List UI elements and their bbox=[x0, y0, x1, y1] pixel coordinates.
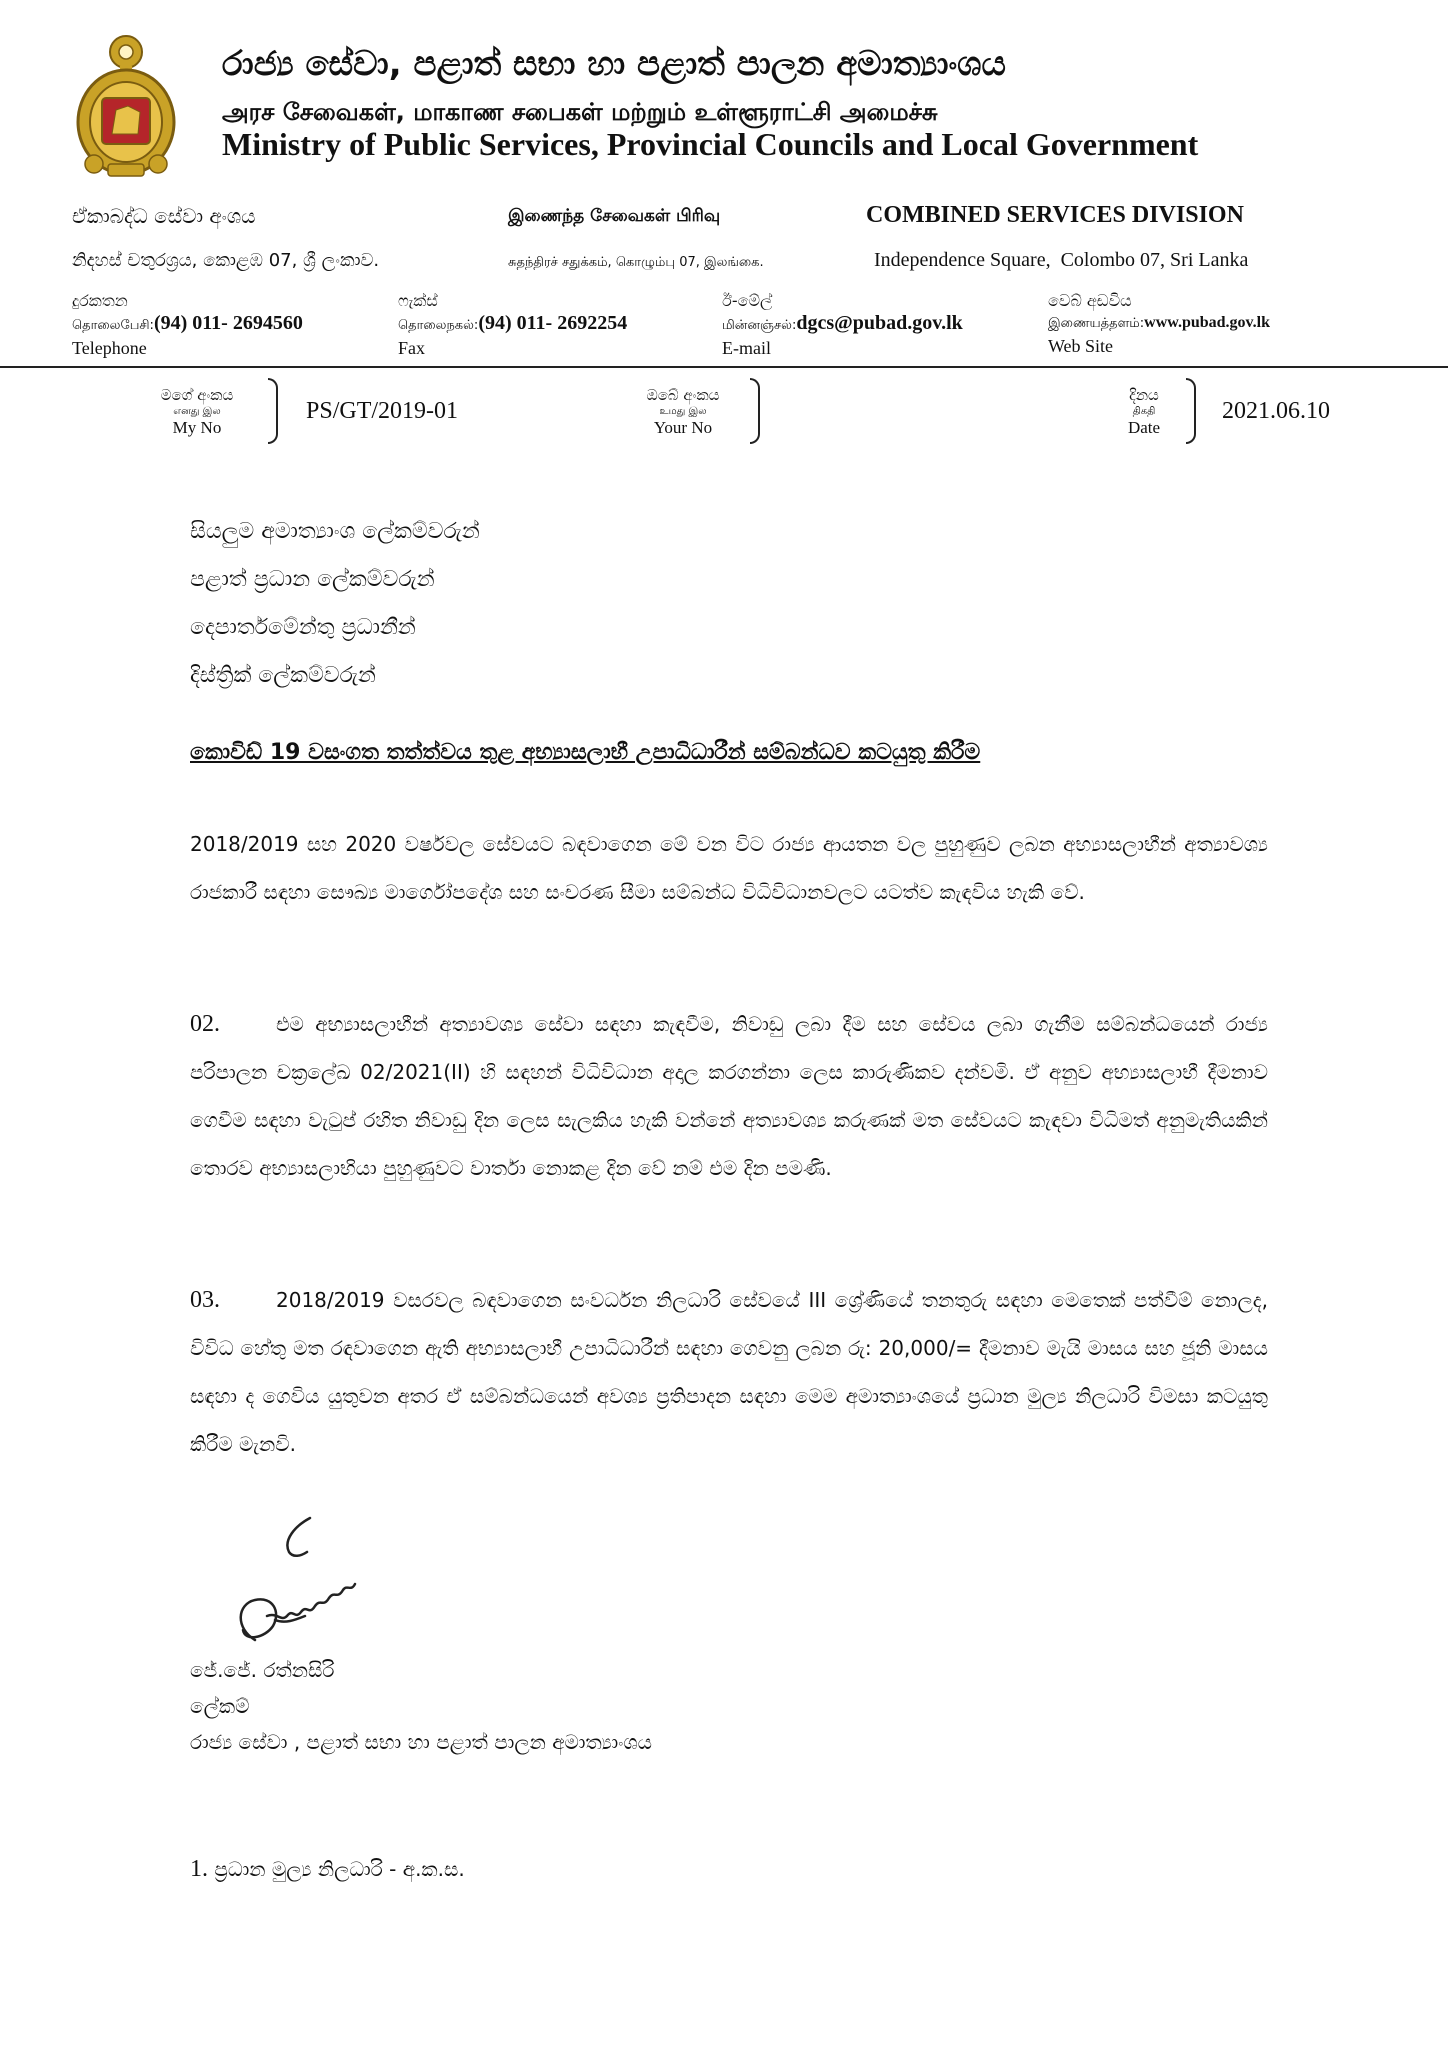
ref-your-no bbox=[646, 378, 788, 442]
my-no-value: PS/GT/2019-01 bbox=[306, 397, 459, 424]
date-label-ta: திகதி bbox=[1132, 406, 1156, 417]
fax-label-en: Fax bbox=[398, 338, 425, 358]
paragraph-1: 2018/2019 සහ 2020 වර්ෂවල සේවයට බඳවාගෙන මේ වන විට රාජ්‍ය ආයතන වල පුහුණුව ලබන අභ්‍යාසලාභීන් අත්‍යාවශ්‍ය රාජකාරී සඳහා සෞඛ්‍ය මාර්ගෝපදේශ සහ සංචරණ සීමා සම්බන්ධ විධිවිධානවලට යටත්ව කැඳවිය හැකි වේ. bbox=[190, 832, 1268, 904]
telephone-label-en: Telephone bbox=[72, 338, 147, 358]
email-value[interactable]: dgcs@pubad.gov.lk bbox=[796, 312, 963, 334]
copy-to bbox=[190, 1856, 465, 1883]
recipient-list bbox=[190, 508, 480, 700]
ref-date bbox=[1118, 378, 1330, 442]
address-english: Independence Square, Colombo 07, Sri Lanka bbox=[874, 249, 1249, 271]
paragraph-3-text: 2018/2019 වසරවල බඳවාගෙන සංවර්ධන නිලධාරි සේවයේ III ශ්‍රේණියේ තනතුරු සඳහා මෙතෙක් පත්වීම් නොලද, විවිධ හේතු මත රඳවාගෙන ඇති අභ්‍යාසලාභී උපාධිධාරීන් සඳහා ගෙවනු ලබන රු: 20,000/= දීමනාව මැයි මාසය සහ ජූනි මාසය සඳහා ද ගෙවිය යුතුවන අතර ඒ සම්බන්ධයෙන් අවශ්‍ය ප්‍රතිපාදන සඳහා මෙම අමාත්‍යාංශයේ ප්‍රධාන මුල්‍ය නිලධාරි විමසා කටයුතු කිරීම මැනවි. bbox=[190, 1288, 1268, 1456]
your-no-label-en: Your No bbox=[653, 418, 713, 437]
email-label-si: ඊ-මේල් bbox=[722, 291, 773, 310]
web-label-en: Web Site bbox=[1048, 336, 1114, 356]
government-emblem bbox=[70, 30, 182, 180]
recipient: දෙපාර්තමේන්තු ප්‍රධානීන් bbox=[190, 615, 416, 640]
division-tamil: இணைந்த சேவைகள் பிரிவு bbox=[508, 206, 721, 226]
copy-to-number: 1. bbox=[190, 1856, 208, 1882]
telephone-label-si: දුරකතන bbox=[72, 291, 128, 310]
ministry-title-english: Ministry of Public Services, Provincial Councils and Local Government bbox=[222, 126, 1199, 162]
web-label-si: වෙබ් අඩවිය bbox=[1048, 291, 1132, 310]
paragraph-3-number: 03. bbox=[190, 1287, 220, 1313]
recipient: සියලුම අමාත්‍යාංශ ලේකම්වරුන් bbox=[190, 519, 480, 544]
your-no-label-si: ඔබේ අංකය bbox=[646, 386, 720, 404]
telephone-label-ta: தொலைபேசி: bbox=[72, 318, 154, 333]
header-divider bbox=[0, 366, 1448, 368]
recipient: පළාත් ප්‍රධාන ලේකම්වරුන් bbox=[190, 567, 435, 592]
fax-label-ta: தொலைநகல்: bbox=[398, 318, 479, 333]
paragraph-3 bbox=[190, 1276, 1268, 1468]
your-no-label-ta: உமது இல bbox=[659, 406, 707, 417]
ref-brace bbox=[268, 378, 278, 444]
date-value: 2021.06.10 bbox=[1222, 397, 1330, 424]
recipient: දිස්ත්‍රික් ලේකම්වරුන් bbox=[190, 663, 376, 688]
web-value[interactable]: www.pubad.gov.lk bbox=[1144, 314, 1270, 331]
division-sinhala: ඒකාබද්ධ සේවා අංශය bbox=[72, 204, 256, 228]
contact-email bbox=[722, 290, 963, 359]
signer-title: ලේකම් bbox=[190, 1694, 250, 1718]
contact-telephone bbox=[72, 290, 303, 359]
fax-label-si: ෆැක්ස් bbox=[398, 291, 438, 310]
paragraph-2-number: 02. bbox=[190, 1011, 220, 1037]
date-label-en: Date bbox=[1127, 418, 1161, 437]
signer-name: ජේ.ජේ. රත්නසිරි bbox=[190, 1658, 335, 1682]
signer-ministry: රාජ්‍ය සේවා , පළාත් සභා හා පළාත් පාලන අමාත්‍යාංශය bbox=[190, 1730, 652, 1754]
paragraph-2 bbox=[190, 1000, 1268, 1192]
contact-web bbox=[1048, 290, 1270, 357]
date-label-si: දිනය bbox=[1129, 386, 1159, 404]
my-no-label-si: මගේ අංකය bbox=[160, 386, 234, 404]
copy-to-text: ප්‍රධාන මුල්‍ය නිලධාරි - අ.ක.ස. bbox=[214, 1857, 465, 1881]
ministry-title-tamil: அரச சேவைகள், மாகாண சபைகள் மற்றும் உள்ளூராட்சி அமைச்சு bbox=[222, 98, 938, 126]
address-sinhala: නිදහස් චතුරශ්‍රය, කොළඹ 07, ශ්‍රී ලංකාව. bbox=[72, 250, 380, 271]
ref-brace bbox=[1186, 378, 1196, 444]
telephone-value: (94) 011- 2694560 bbox=[153, 312, 303, 334]
my-no-label-en: My No bbox=[172, 418, 222, 437]
contact-fax bbox=[398, 290, 627, 359]
letter-subject: කොවිඩ් 19 වසංගත තත්ත්වය තුළ අභ්‍යාසලාභී උපාධිධාරීන් සම්බන්ධව කටයුතු කිරීම bbox=[190, 740, 981, 765]
fax-value: (94) 011- 2692254 bbox=[478, 312, 628, 334]
web-label-ta: இணையத்தளம்: bbox=[1048, 316, 1145, 331]
ministry-title-sinhala: රාජ්‍ය සේවා, පළාත් සභා හා පළාත් පාලන අමාත්‍යාංශය bbox=[222, 44, 1006, 84]
ref-brace bbox=[750, 378, 760, 444]
paragraph-2-text: එම අභ්‍යාසලාභීන් අත්‍යාවශ්‍ය සේවා සඳහා කැඳවීම, නිවාඩු ලබා දීම සහ සේවය ලබා ගැනීම සම්බන්ධයෙන් රාජ්‍ය පරිපාලන චක්‍රලේඛ 02/2021(II) හි සඳහන් විධිවිධාන අදාල කරගන්නා ලෙස කාරුණිකව දන්වමි. ඒ අනුව අභ්‍යාසලාභී දීමනාව ගෙවීම සඳහා වැටුප් රහිත නිවාඩු දින ලෙස සැලකිය හැකි වන්නේ අත්‍යාවශ්‍ය කරුණක් මත සේවයට කැඳවා විධිමත් අනුමැතියකින් තොරව අභ්‍යාසලාභියා පුහුණුවට වාර්තා නොකළ දින වේ නම් එම දින පමණි. bbox=[190, 1012, 1268, 1180]
email-label-en: E-mail bbox=[722, 338, 771, 358]
email-label-ta: மின்னஞ்சல்: bbox=[722, 318, 797, 333]
signature-block bbox=[190, 1652, 652, 1760]
division-english: COMBINED SERVICES DIVISION bbox=[866, 202, 1244, 228]
handwritten-signature bbox=[215, 1508, 375, 1658]
my-no-label-ta: எனது இல bbox=[173, 406, 221, 417]
ref-my-no bbox=[160, 378, 458, 442]
address-tamil: சுதந்திரச் சதுக்கம், கொழும்பு 07, இலங்கை. bbox=[508, 255, 764, 270]
